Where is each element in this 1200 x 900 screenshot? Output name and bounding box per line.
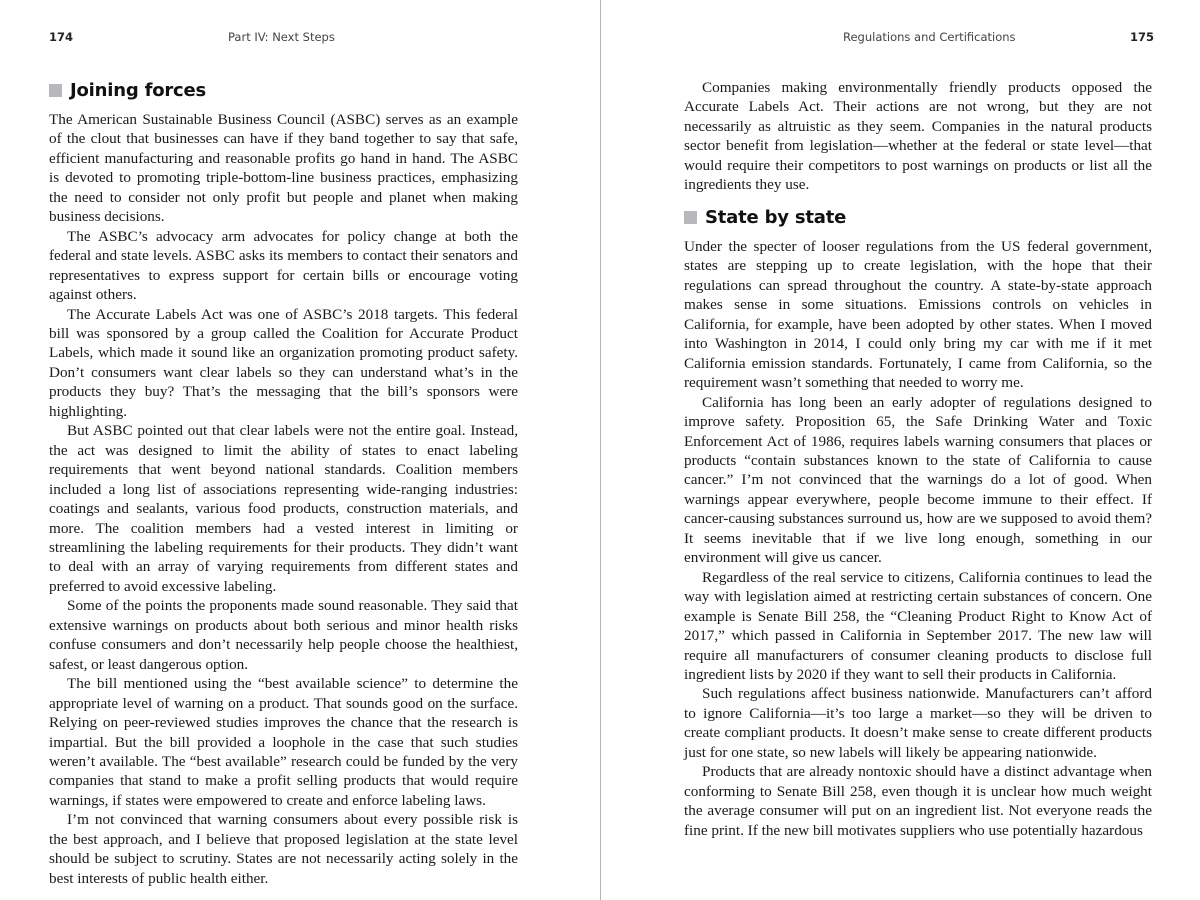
paragraph: The bill mentioned using the “best available science” to determine the appropriate level of warning on a product. That sounds good on the surface. Relying on peer-reviewed studies improves the chance that the research is impartial. But the bill provided a loophole in the case that such studies weren’t available. The “best available” research could be funded by the very companies that stand to make a profit selling products that would require warnings, if states were empowered to create and enforce labeling laws. xyxy=(49,675,518,809)
paragraph: Products that are already nontoxic should have a distinct advantage when conforming to Senate Bill 258, even though it is unclear how much weight the average consumer will put on an ingredient list. Not everyone reads the fine print. If the new bill motivates suppliers who use potentially hazardous xyxy=(684,763,1152,839)
paragraph: Regardless of the real service to citizens, California continues to lead the way with legislation aimed at restricting certain substances of concern. One example is Senate Bill 258, the “Cleaning Product Right to Know Act of 2017,” which passed in California in September 2017. The new law will require all manufacturers of consumer cleaning products to disclose full ingredient lists by 2020 if they want to sell their products in California. xyxy=(684,568,1152,683)
paragraph: The Accurate Labels Act was one of ASBC’s 2018 targets. This federal bill was sponsored by a group called the Coalition for Accurate Product Labels, which made it sound like an organization promoting product safety. Don’t consumers want clear labels so they can understand what’s in the products they buy? That’s the messaging that the bill’s sponsors were highlighting. xyxy=(49,305,518,420)
page-number: 174 xyxy=(49,30,74,44)
paragraph: The ASBC’s advocacy arm advocates for policy change at both the federal and state levels. ASBC asks its members to contact their senators and representatives to express support for certain bills or encourage voting against others. xyxy=(49,227,518,304)
body-text xyxy=(684,237,1152,840)
right-page xyxy=(601,0,1200,900)
section-heading-text: State by state xyxy=(705,207,847,228)
heading-square-icon xyxy=(49,84,62,97)
paragraph: The American Sustainable Business Council (ASBC) serves as an example of the clout that businesses can have if they band together to say that safe, efficient manufacturing and reasonable profits go hand in hand. The ASBC is devoted to promoting triple-bottom-line business practices, emphasizing the need to consider not only profit but people and planet when making business decisions. xyxy=(49,111,518,226)
body-text xyxy=(49,110,518,888)
paragraph: Some of the points the proponents made sound reasonable. They said that extensive warnings on products about both serious and minor health risks confuse consumers and don’t necessarily help people choose the healthiest, safest, or least dangerous option. xyxy=(49,597,518,673)
running-head: Part IV: Next Steps xyxy=(228,30,335,44)
paragraph: Companies making environmentally friendly products opposed the Accurate Labels Act. Their actions are not wrong, but they are not necessarily as altruistic as they seem. Companies in the natural products sector benefit from legislation—whether at the federal or state level—that would require their competitors to post warnings on products or list all the ingredients they use. xyxy=(684,79,1152,194)
section-heading-text: Joining forces xyxy=(70,80,207,101)
section-heading xyxy=(49,80,206,101)
page-number: 175 xyxy=(1130,30,1155,44)
paragraph: Such regulations affect business nationwide. Manufacturers can’t afford to ignore California—it’s too large a market—so they will be driven to create compliant products. It doesn’t make sense to create different products just for one state, so new labels will likely be appearing nationwide. xyxy=(684,685,1152,761)
body-text-intro xyxy=(684,78,1152,195)
heading-square-icon xyxy=(684,211,697,224)
paragraph: California has long been an early adopter of regulations designed to improve safety. Proposition 65, the Safe Drinking Water and Toxic Enforcement Act of 1986, requires labels warning consumers that places or products “contain substances known to the state of California to cause cancer.” I’m not convinced that the warnings do a lot of good. When warnings appear everywhere, people become immune to their effect. If cancer-causing substances surround us, how are we supposed to avoid them? It seems inevitable that if we live long enough, something in our environment will give us cancer. xyxy=(684,393,1152,567)
running-head: Regulations and Certifications xyxy=(843,30,1016,44)
paragraph: I’m not convinced that warning consumers about every possible risk is the best approach, and I believe that proposed legislation at the state level should be subject to scrutiny. States are not necessarily acting solely in the best interests of public health either. xyxy=(49,811,518,887)
paragraph: Under the specter of looser regulations from the US federal government, states are stepping up to create legislation, with the hope that their regulations can spread throughout the country. A state-by-state approach makes sense in some situations. Emissions controls on vehicles in California, for example, have been adopted by other states. When I moved into Washington in 2014, I could only bring my car with me if it met California emission standards. Fortunately, I came from California, so the requirement wasn’t something that needed to worry me. xyxy=(684,238,1152,392)
paragraph: But ASBC pointed out that clear labels were not the entire goal. Instead, the act was designed to limit the ability of states to enact labeling requirements that went beyond national standards. Coalition members included a long list of associations representing wide-ranging industries: coatings and sealants, various food products, construction materials, and more. The coalition members had a vested interest in limiting or streamlining the labeling requirements for their products. They didn’t want to deal with an array of varying requirements from different states and preferred to avoid excessive labeling. xyxy=(49,422,518,595)
section-heading xyxy=(684,207,846,228)
